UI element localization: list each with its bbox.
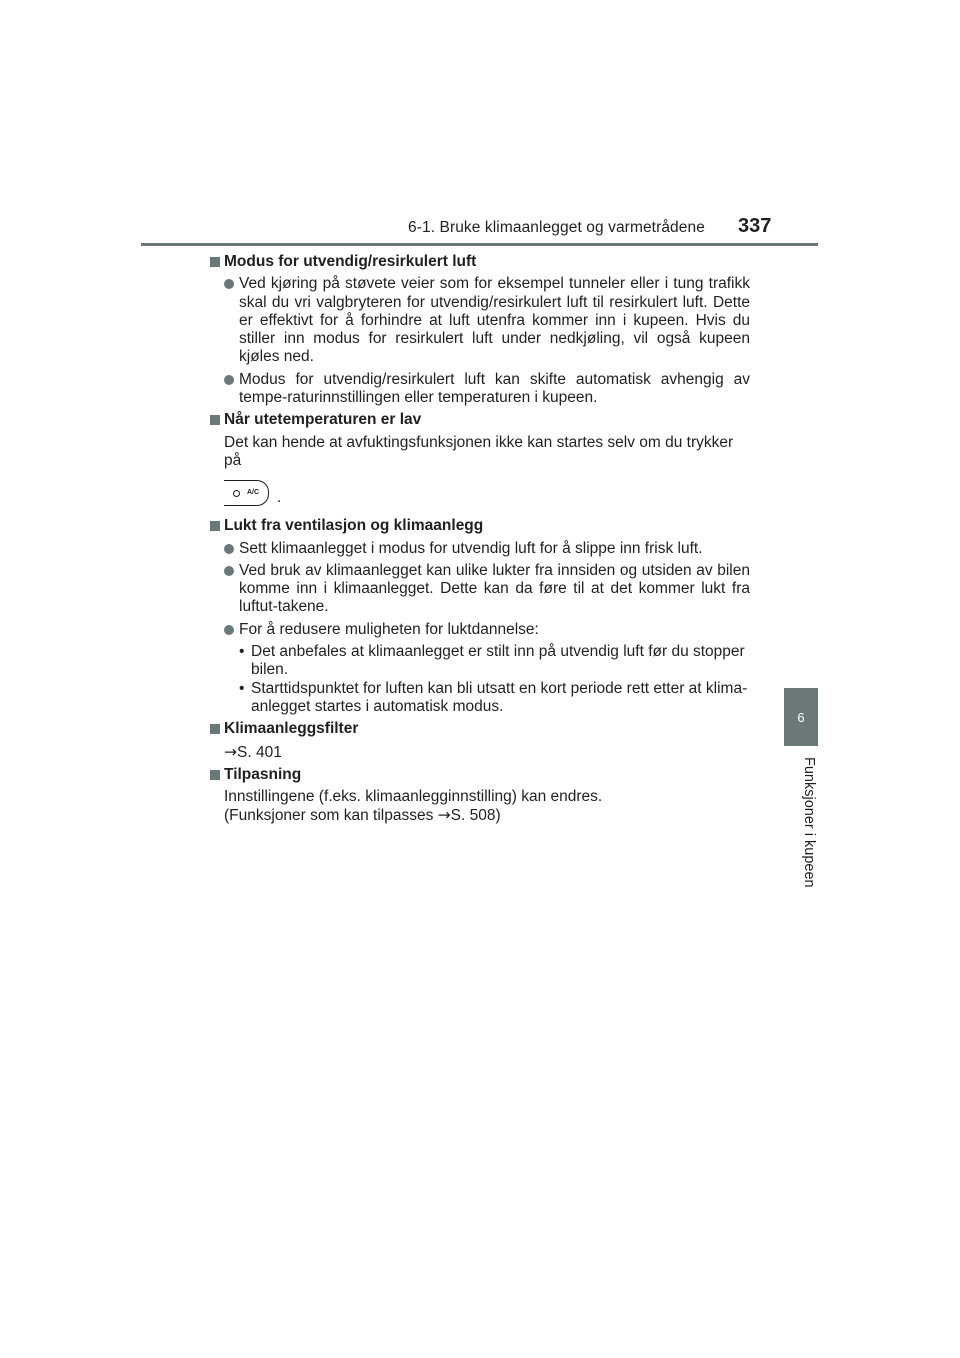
period: . bbox=[277, 489, 282, 507]
chapter-number: 6 bbox=[797, 709, 805, 725]
square-bullet-icon bbox=[210, 415, 220, 425]
section-title: 6-1. Bruke klimaanlegget og varmetrådene bbox=[408, 219, 705, 236]
heading-text: Tilpasning bbox=[224, 765, 302, 783]
chapter-title: Funksjoner i kupeen bbox=[801, 757, 817, 888]
heading-text: Klimaanleggsfilter bbox=[224, 720, 359, 738]
ac-button-line bbox=[210, 474, 750, 512]
square-bullet-icon bbox=[210, 257, 220, 267]
section-tilpasning bbox=[210, 766, 750, 826]
bullet-text: Ved bruk av klimaanlegget kan ulike lukter fra innsiden og utsiden av bilen komme inn i klimaanlegget. Dette kan da føre til at det kommer lukt fra luftut-takene. bbox=[239, 561, 750, 616]
square-bullet-icon bbox=[210, 770, 220, 780]
indicator-light-icon bbox=[233, 490, 240, 497]
page-reference bbox=[210, 806, 750, 825]
ac-button-label: A/C bbox=[246, 489, 260, 497]
list-item bbox=[210, 371, 750, 408]
bullet-text: For å redusere muligheten for luktdannelse: bbox=[239, 620, 539, 638]
small-bullet-icon: • bbox=[239, 679, 245, 697]
page-number: 337 bbox=[738, 215, 772, 237]
page-reference bbox=[210, 743, 750, 762]
round-bullet-icon bbox=[224, 625, 234, 635]
reference-text: S. 508) bbox=[450, 807, 501, 825]
header-divider bbox=[141, 243, 818, 246]
page-content bbox=[210, 253, 750, 830]
right-arrow-icon: → bbox=[437, 806, 451, 825]
reference-prefix: (Funksjoner som kan tilpasses bbox=[224, 807, 438, 825]
round-bullet-icon bbox=[224, 375, 234, 385]
list-item bbox=[210, 621, 750, 639]
bullet-text: Sett klimaanlegget i modus for utvendig luft for å slippe inn frisk luft. bbox=[239, 539, 703, 557]
section-lukt bbox=[210, 517, 750, 716]
round-bullet-icon bbox=[224, 566, 234, 576]
sub-list-item bbox=[210, 680, 750, 717]
heading-text: Lukt fra ventilasjon og klimaanlegg bbox=[224, 517, 484, 535]
list-item bbox=[210, 275, 750, 366]
sub-item-text: Det anbefales at klimaanlegget er stilt inn på utvendig luft før du stopper bilen. bbox=[251, 643, 745, 679]
section-heading bbox=[210, 411, 750, 429]
small-bullet-icon: • bbox=[239, 643, 245, 661]
section-heading bbox=[210, 253, 750, 271]
list-item bbox=[210, 562, 750, 617]
paragraph: Innstillingene (f.eks. klimaanlegginnstilling) kan endres. bbox=[224, 788, 603, 806]
list-item bbox=[210, 540, 750, 558]
round-bullet-icon bbox=[224, 279, 234, 289]
section-modus bbox=[210, 253, 750, 407]
heading-text: Når utetemperaturen er lav bbox=[224, 411, 422, 429]
sub-item-text: Starttidspunktet for luften kan bli utsatt en kort periode rett etter at klima-anlegget startes i automatisk modus. bbox=[251, 679, 748, 715]
square-bullet-icon bbox=[210, 521, 220, 531]
section-heading bbox=[210, 517, 750, 535]
section-heading bbox=[210, 720, 750, 738]
section-filter bbox=[210, 720, 750, 762]
bullet-text: Ved kjøring på støvete veier som for eksempel tunneler eller i tung trafikk skal du vri valgbryteren for utvendig/resirkulert luft til resirkulert luft. Dette er effektivt for å forhindre at luft utenfra kommer inn i kupeen. Hvis du stiller inn modus for resirkulert luft under nedkjøling, vil også kupeen kjøles ned. bbox=[239, 275, 750, 366]
heading-text: Modus for utvendig/resirkulert luft bbox=[224, 253, 477, 270]
sub-list-item bbox=[210, 643, 750, 680]
reference-text: S. 401 bbox=[237, 743, 282, 761]
chapter-tab bbox=[784, 688, 818, 746]
square-bullet-icon bbox=[210, 724, 220, 734]
round-bullet-icon bbox=[224, 544, 234, 554]
section-heading bbox=[210, 766, 750, 784]
paragraph: Det kan hende at avfuktingsfunksjonen ikke kan startes selv om du trykker på bbox=[224, 433, 734, 469]
right-arrow-icon: → bbox=[224, 742, 237, 761]
ac-button-illustration bbox=[224, 480, 269, 506]
section-lav bbox=[210, 411, 750, 512]
bullet-text: Modus for utvendig/resirkulert luft kan skifte automatisk avhengig av tempe-raturinnstillingen eller temperaturen i kupeen. bbox=[239, 370, 750, 407]
